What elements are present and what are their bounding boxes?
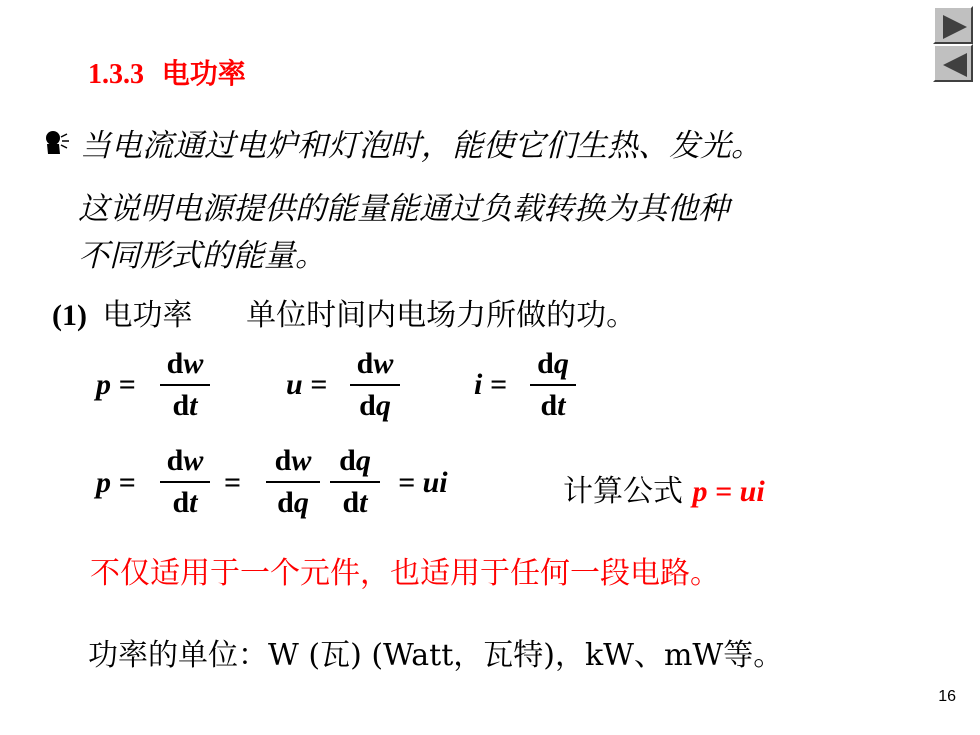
formula-u-fraction xyxy=(350,347,400,423)
fraction-numerator: dw xyxy=(166,347,204,380)
formula-p-lhs: p = xyxy=(96,368,136,401)
fraction-numerator: dw xyxy=(274,444,312,477)
item-term: 电功率 xyxy=(102,298,193,333)
fraction-denominator: dq xyxy=(359,389,391,422)
calc-label: 计算公式 xyxy=(563,474,683,509)
fraction-denominator: dt xyxy=(540,389,566,422)
fraction-numerator: dq xyxy=(339,444,371,477)
intro-line-3: 不同形式的能量。 xyxy=(78,238,326,274)
fraction-denominator: dt xyxy=(172,389,198,422)
page-number: 16 xyxy=(938,688,956,705)
formula-chain-equals: = xyxy=(224,466,242,499)
formula-chain-lhs: p = xyxy=(96,466,136,499)
fraction-denominator: dt xyxy=(342,486,368,519)
formula-i-fraction xyxy=(530,347,576,423)
intro-line-1: 当电流通过电炉和灯泡时，能使它们生热、发光。 xyxy=(80,128,762,164)
fraction-numerator: dw xyxy=(356,347,394,380)
calc-formula-line xyxy=(563,466,765,510)
speaker-bullet-icon xyxy=(44,128,78,160)
section-title xyxy=(88,52,246,92)
applicability-note: 不仅适用于一个元件，也适用于任何一段电路。 xyxy=(90,556,720,591)
formula-i-lhs: i = xyxy=(474,368,507,401)
triangle-left-icon xyxy=(939,50,971,80)
formula-u-lhs: u = xyxy=(286,368,328,401)
fraction-numerator: dw xyxy=(166,444,204,477)
power-units: 功率的单位：W (瓦) (Watt，瓦特)，kW、mW等。 xyxy=(88,638,784,673)
fraction-denominator: dq xyxy=(277,486,309,519)
item-label: (1) xyxy=(52,299,87,332)
fraction-denominator: dt xyxy=(172,486,198,519)
prev-slide-button[interactable] xyxy=(933,44,973,82)
formula-p-fraction xyxy=(160,347,210,423)
triangle-right-icon xyxy=(939,12,971,42)
section-title-text: 电功率 xyxy=(161,57,246,90)
formula-chain-fraction-1 xyxy=(160,444,210,520)
section-number: 1.3.3 xyxy=(88,59,144,90)
formula-chain-fraction-3 xyxy=(330,444,380,520)
next-slide-button[interactable] xyxy=(933,6,973,44)
fraction-numerator: dq xyxy=(537,347,569,380)
formula-chain-result: = ui xyxy=(398,466,448,499)
intro-line-2: 这说明电源提供的能量能通过负载转换为其他种 xyxy=(78,191,729,227)
formula-chain-fraction-2 xyxy=(266,444,320,520)
calc-formula: p = ui xyxy=(692,475,765,508)
power-definition xyxy=(52,290,636,334)
item-definition: 单位时间内电场力所做的功。 xyxy=(246,298,637,333)
